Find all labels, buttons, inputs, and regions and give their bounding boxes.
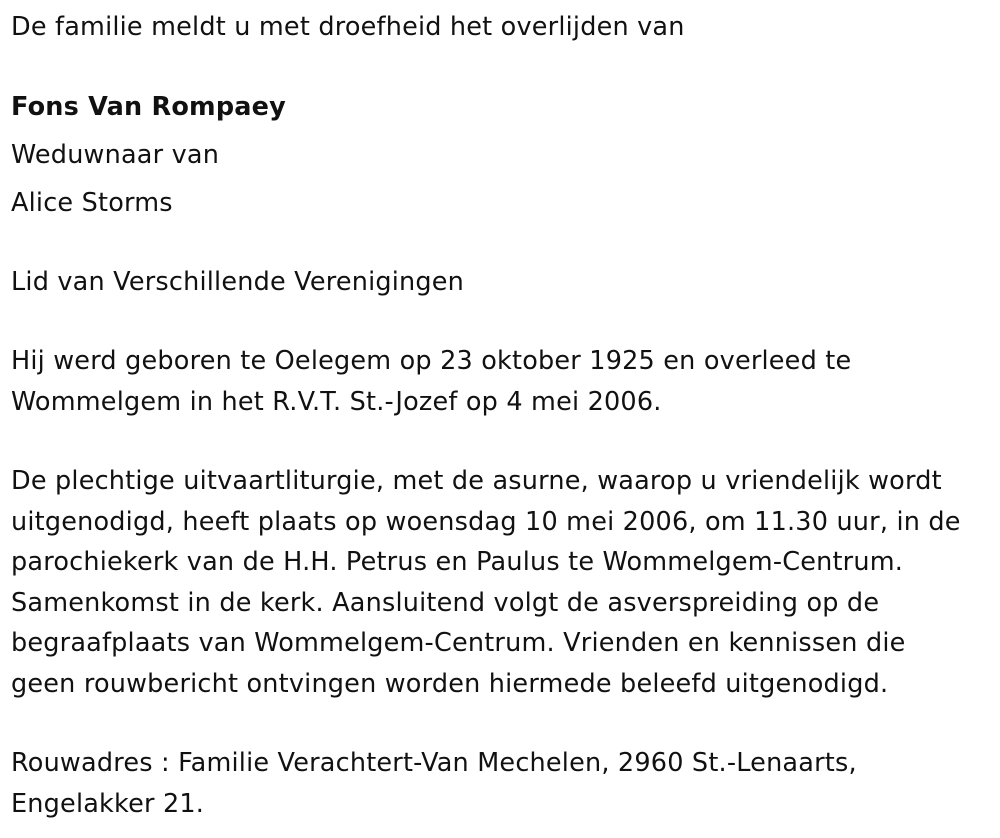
birth-death-line: Wommelgem in het R.V.T. St.-Jozef op 4 mei 2006. — [11, 386, 662, 417]
address-line: Engelakker 21. — [11, 788, 205, 819]
intro-text: De familie meldt u met droefheid het overlijden van — [11, 12, 685, 42]
spouse-name: Alice Storms — [11, 188, 173, 218]
death-notice — [11, 7, 986, 824]
membership-text: Lid van Verschillende Verenigingen — [11, 267, 465, 297]
ceremony-line: Samenkomst in de kerk. Aansluitend volgt de asverspreiding op de — [11, 587, 880, 618]
deceased-name: Fons Van Rompaey — [11, 92, 286, 122]
ceremony-line: De plechtige uitvaartliturgie, met de asurne, waarop u vriendelijk wordt — [11, 466, 942, 496]
birth-death-paragraph — [11, 341, 986, 422]
ceremony-line: begraafplaats van Wommelgem-Centrum. Vrienden en kennissen die — [11, 628, 906, 658]
ceremony-line: geen rouwbericht ontvingen worden hiermede beleefd uitgenodigd. — [11, 668, 889, 699]
birth-death-line: Hij werd geboren te Oelegem op 23 oktober 1925 en overleed te — [11, 346, 852, 376]
relation-label: Weduwnaar van — [11, 140, 220, 170]
ceremony-line: parochiekerk van de H.H. Petrus en Paulus te Wommelgem-Centrum. — [11, 547, 904, 577]
ceremony-line: uitgenodigd, heeft plaats op woensdag 10 mei 2006, om 11.30 uur, in de — [11, 506, 961, 537]
address-paragraph — [11, 743, 986, 824]
address-line: Rouwadres : Familie Verachtert-Van Mechelen, 2960 St.-Lenaarts, — [11, 748, 857, 778]
ceremony-paragraph — [11, 461, 986, 704]
